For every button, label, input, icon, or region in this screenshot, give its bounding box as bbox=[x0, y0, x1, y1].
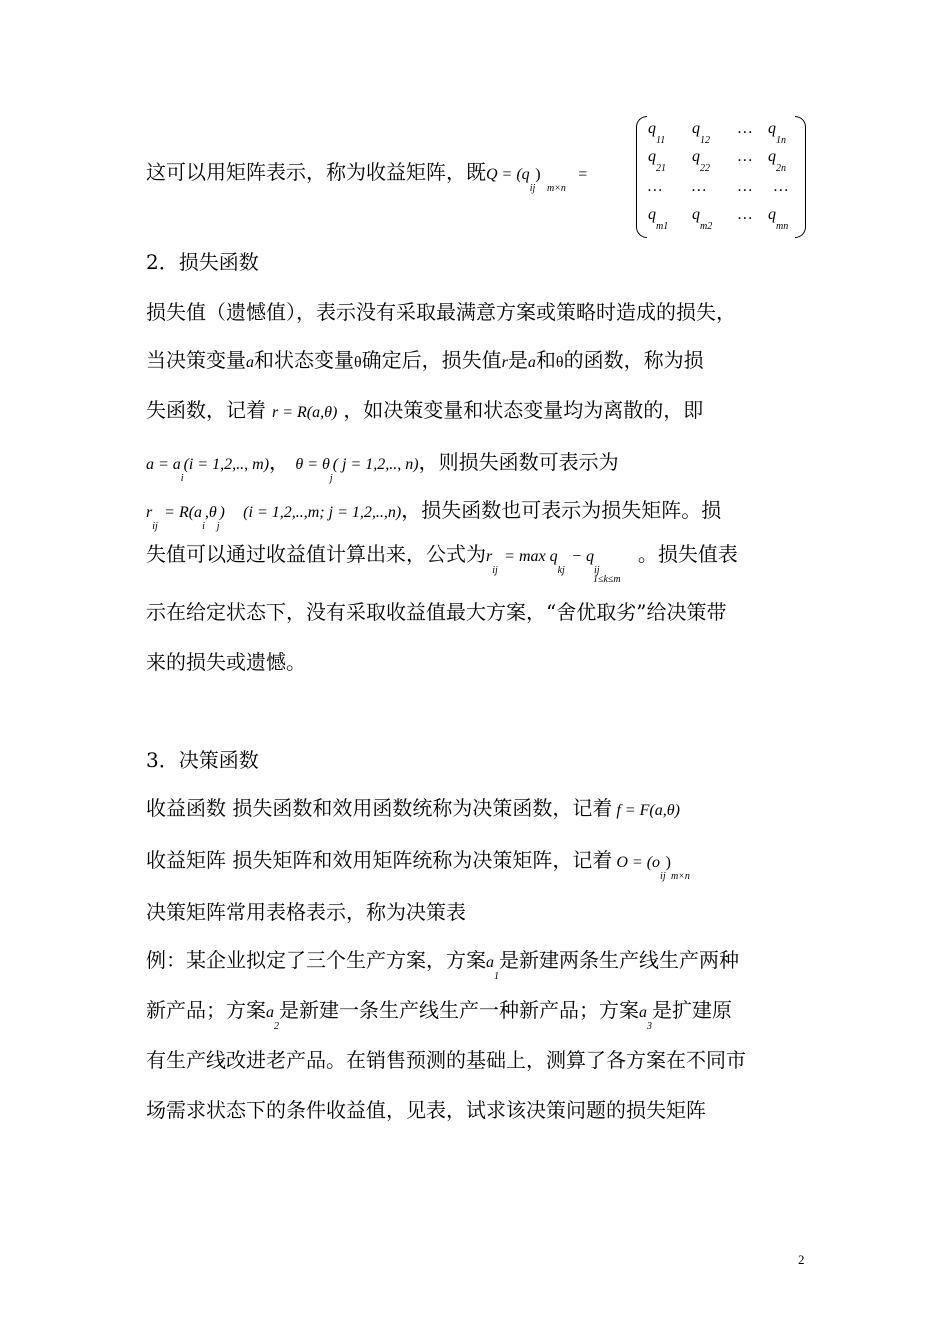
matrix-cell: $q_{21}$ bbox=[648, 148, 666, 174]
paragraph-line: 失值可以通过收益值计算出来，公式为$r_{ij} = \max q_{kj} - q_{ij}$ 。损失值表 bbox=[146, 542, 738, 576]
matrix-cell: $q_{m1}$ bbox=[648, 206, 669, 232]
matrix-cell: $q_{mn}$ bbox=[768, 206, 789, 232]
matrix-cell: $q_{22}$ bbox=[692, 148, 710, 174]
right-paren bbox=[795, 116, 806, 238]
paragraph-line: 当决策变量a和状态变量θ确定后，损失值r是a和θ的函数，称为损 bbox=[146, 348, 704, 372]
page-number: 2 bbox=[798, 1252, 805, 1267]
matrix-cell: … bbox=[738, 120, 753, 137]
formula-close: ) bbox=[535, 166, 541, 183]
matrix-cell: $q_{m2}$ bbox=[692, 206, 713, 232]
matrix-cell: … bbox=[648, 178, 663, 195]
left-paren bbox=[636, 116, 647, 238]
section-heading-decision-function: 3．决策函数 bbox=[146, 748, 259, 772]
paragraph-line: 失函数，记着 r = R(a,θ) ，如决策变量和状态变量均为离散的，即 bbox=[146, 398, 704, 422]
formula-sub: ij bbox=[529, 183, 536, 194]
matrix-cell: … bbox=[774, 178, 789, 195]
paragraph-line: 收益矩阵 损失矩阵和效用矩阵统称为决策矩阵，记着 $O = (o_{ij})_{m\times n}$ bbox=[146, 848, 690, 882]
paragraph-line: 收益函数 损失函数和效用函数统称为决策函数，记着 f = F(a,θ) bbox=[146, 796, 680, 820]
paragraph-line-payoff-matrix bbox=[146, 158, 588, 194]
paragraph-line: 示在给定状态下，没有采取收益值最大方案，“舍优取劣”给决策带 bbox=[146, 600, 727, 624]
matrix-cell: $q_{12}$ bbox=[692, 120, 710, 146]
payoff-matrix bbox=[636, 116, 806, 240]
paragraph-line: 决策矩阵常用表格表示，称为决策表 bbox=[146, 900, 466, 924]
matrix-cell: $q_{11}$ bbox=[648, 120, 666, 146]
matrix-cell: $q_{2n}$ bbox=[768, 148, 786, 174]
paragraph-line: 新产品；方案$a_2$是新建一条生产线生产一种新产品；方案$a_3$是扩建原 bbox=[146, 998, 732, 1032]
text: 这可以用矩阵表示，称为收益矩阵，既 bbox=[146, 160, 486, 184]
matrix-cell: $q_{1n}$ bbox=[768, 120, 786, 146]
matrix-cell: … bbox=[692, 178, 707, 195]
formula-line: $a = a_i(i = 1,2$,.., m)， $\theta = \theta_j$( j = 1,2,.., n)，则损失函数可表示为 bbox=[146, 450, 619, 484]
formula-line: $r_{ij} = R(a_i,\theta_j) (i = 1,2,..,m$; j = 1,2,..,n)，损失函数也可表示为损失矩阵。损 bbox=[146, 498, 722, 532]
paragraph-line: 场需求状态下的条件收益值，见表，试求该决策问题的损失矩阵 bbox=[146, 1098, 706, 1122]
paragraph-line: 损失值（遗憾值），表示没有采取最满意方案或策略时造成的损失， bbox=[146, 300, 736, 324]
formula-underscript: 1≤k≤m bbox=[593, 574, 621, 585]
paragraph-line: 有生产线改进老产品。在销售预测的基础上，测算了各方案在不同市 bbox=[146, 1048, 746, 1072]
matrix-cell: … bbox=[738, 178, 753, 195]
matrix-cell: … bbox=[738, 206, 753, 223]
formula-q: Q = (q bbox=[486, 166, 530, 183]
formula-eq: = bbox=[578, 166, 588, 183]
matrix-cell: … bbox=[738, 148, 753, 165]
section-heading-loss-function: 2．损失函数 bbox=[146, 250, 259, 274]
formula-dim: m×n bbox=[546, 183, 566, 194]
paragraph-line: 来的损失或遗憾。 bbox=[146, 650, 306, 674]
paragraph-line: 例：某企业拟定了三个生产方案，方案$a_1$是新建两条生产线生产两种 bbox=[146, 948, 739, 982]
